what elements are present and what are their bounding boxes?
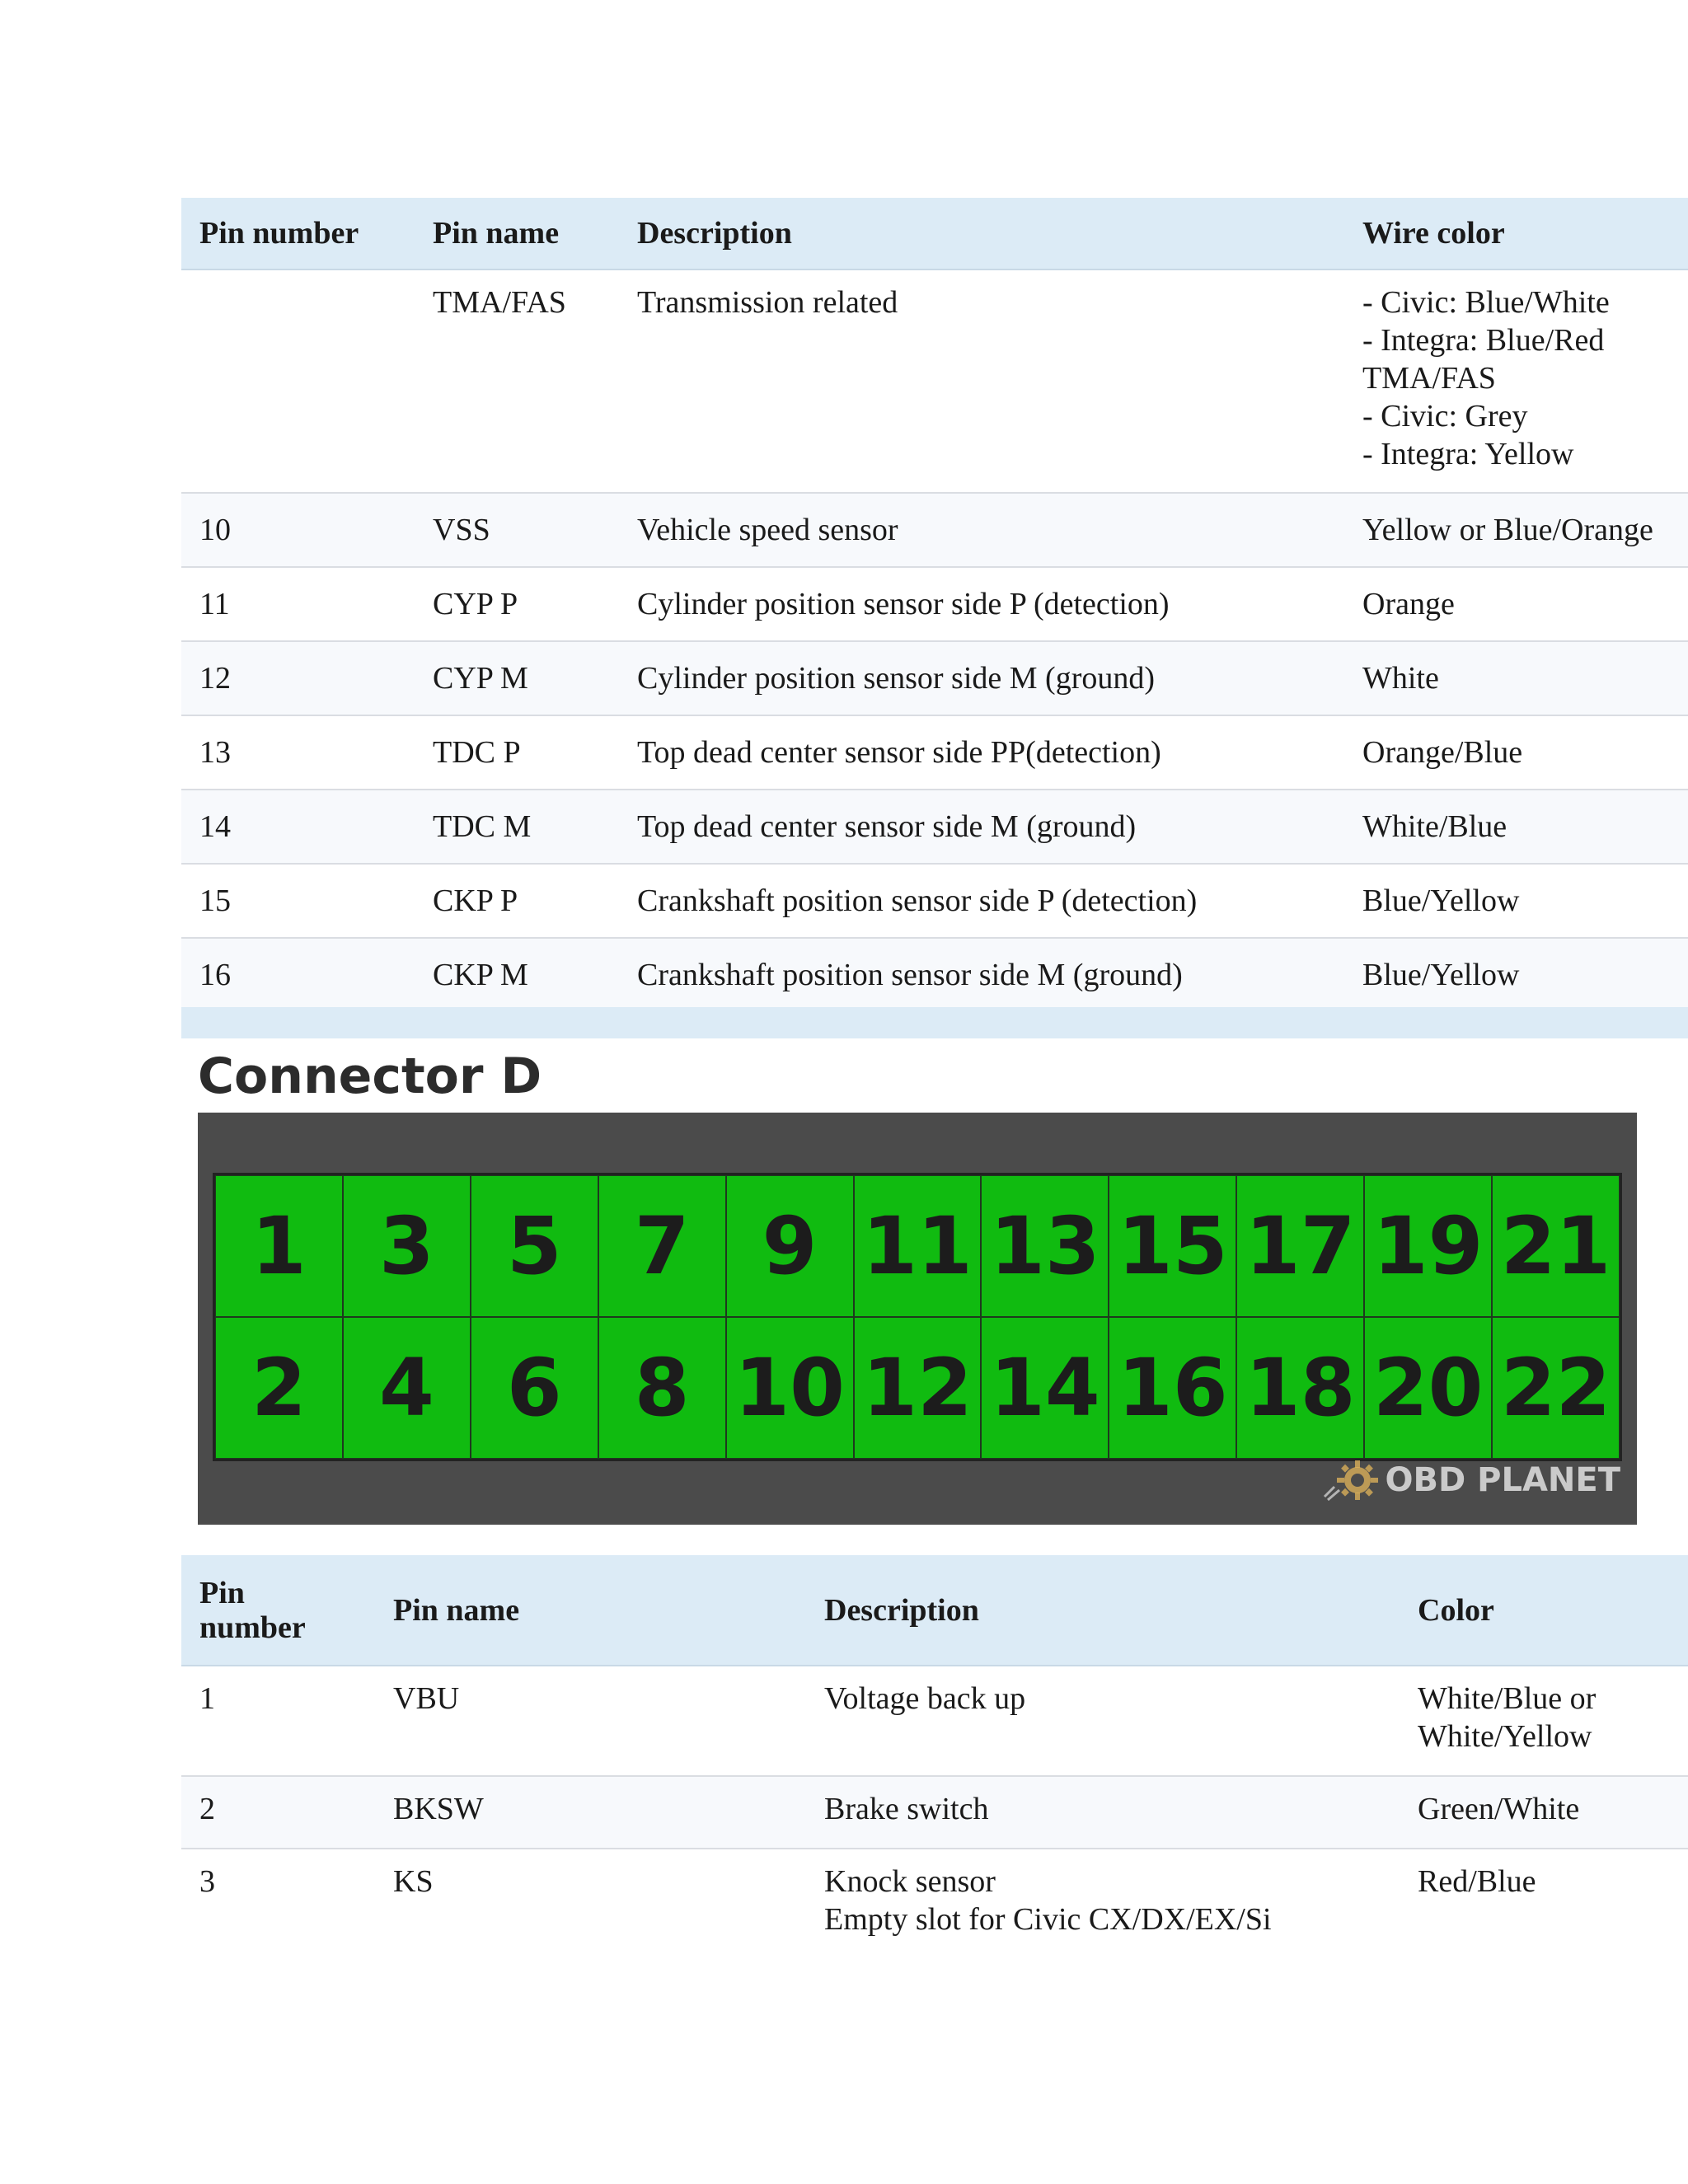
connector-pin-15: 15: [1109, 1175, 1236, 1317]
cell-pin-number: 3: [181, 1849, 375, 1956]
connector-pin-11: 11: [854, 1175, 982, 1317]
cell-description: Brake switch: [806, 1776, 1400, 1849]
cell-description: Crankshaft position sensor side P (detection): [619, 864, 1344, 938]
table-row: [181, 864, 1688, 938]
cell-pin-number: 13: [181, 715, 415, 790]
connector-pin-20: 20: [1364, 1317, 1492, 1459]
header-pin-number: Pin number: [181, 198, 415, 269]
cell-wire-color: Orange/Blue: [1344, 715, 1688, 790]
connector-pin-22: 22: [1492, 1317, 1620, 1459]
table-row: [181, 715, 1688, 790]
cell-pin-number: 1: [181, 1666, 375, 1776]
connector-pin-13: 13: [981, 1175, 1109, 1317]
gear-icon: [1323, 1455, 1381, 1505]
header-description: Description: [806, 1555, 1400, 1666]
connector-pin-14: 14: [981, 1317, 1109, 1459]
table-row: [181, 1776, 1688, 1849]
header-description: Description: [619, 198, 1344, 269]
cell-pin-name: TDC P: [415, 715, 619, 790]
table-row: [181, 1666, 1688, 1776]
cell-wire-color: Blue/Yellow: [1344, 864, 1688, 938]
table-row: [181, 567, 1688, 641]
connector-pin-10: 10: [726, 1317, 854, 1459]
cell-pin-number: 14: [181, 790, 415, 864]
header-wire-color: Wire color: [1344, 198, 1688, 269]
cell-pin-name: VBU: [375, 1666, 806, 1776]
connector-pin-12: 12: [854, 1317, 982, 1459]
cell-wire-color: - Civic: Blue/White - Integra: Blue/Red TMA/FAS - Civic: Grey - Integra: Yellow: [1344, 269, 1688, 493]
cell-pin-name: CKP P: [415, 864, 619, 938]
connector-pin-7: 7: [598, 1175, 726, 1317]
connector-pin-9: 9: [726, 1175, 854, 1317]
table-row: [181, 938, 1688, 1011]
wiring-table-continued: [181, 198, 1688, 1011]
section-heading-connector-d: Connector D: [198, 1047, 542, 1105]
table-header-row: [181, 198, 1688, 269]
connector-pin-19: 19: [1364, 1175, 1492, 1317]
cell-description: Transmission related: [619, 269, 1344, 493]
connector-pin-18: 18: [1236, 1317, 1364, 1459]
cell-description: Knock sensor Empty slot for Civic CX/DX/EX/Si: [806, 1849, 1400, 1956]
table-footer-band: [181, 1007, 1688, 1038]
cell-pin-name: VSS: [415, 493, 619, 567]
connector-d-pin-table: [181, 1555, 1688, 1956]
watermark-text: OBD PLANET: [1385, 1461, 1620, 1499]
cell-description: Cylinder position sensor side M (ground): [619, 641, 1344, 715]
connector-pin-4: 4: [343, 1317, 471, 1459]
table-row: [181, 493, 1688, 567]
cell-wire-color: Orange: [1344, 567, 1688, 641]
cell-description: Cylinder position sensor side P (detection): [619, 567, 1344, 641]
connector-pin-3: 3: [343, 1175, 471, 1317]
cell-pin-number: 12: [181, 641, 415, 715]
cell-pin-number: 15: [181, 864, 415, 938]
connector-pin-16: 16: [1109, 1317, 1236, 1459]
cell-description: Top dead center sensor side M (ground): [619, 790, 1344, 864]
cell-pin-name: KS: [375, 1849, 806, 1956]
cell-description: Crankshaft position sensor side M (ground): [619, 938, 1344, 1011]
table-row: [181, 790, 1688, 864]
connector-pin-5: 5: [471, 1175, 598, 1317]
cell-pin-name: CYP M: [415, 641, 619, 715]
table-row: [181, 269, 1688, 493]
table-row: [181, 1849, 1688, 1956]
cell-description: Vehicle speed sensor: [619, 493, 1344, 567]
connector-d-diagram: [198, 1113, 1637, 1525]
connector-pin-1: 1: [215, 1175, 343, 1317]
cell-pin-name: BKSW: [375, 1776, 806, 1849]
cell-pin-number: 10: [181, 493, 415, 567]
cell-pin-name: CKP M: [415, 938, 619, 1011]
table-row: [181, 641, 1688, 715]
connector-pin-21: 21: [1492, 1175, 1620, 1317]
table-header-row: [181, 1555, 1688, 1666]
cell-pin-number: 11: [181, 567, 415, 641]
connector-pin-6: 6: [471, 1317, 598, 1459]
cell-color: Green/White: [1400, 1776, 1688, 1849]
cell-description: Top dead center sensor side PP(detection): [619, 715, 1344, 790]
header-pin-name: Pin name: [375, 1555, 806, 1666]
connector-pin-17: 17: [1236, 1175, 1364, 1317]
cell-wire-color: White: [1344, 641, 1688, 715]
cell-pin-name: TMA/FAS: [415, 269, 619, 493]
header-pin-name: Pin name: [415, 198, 619, 269]
cell-pin-name: TDC M: [415, 790, 619, 864]
connector-pin-8: 8: [598, 1317, 726, 1459]
obd-planet-watermark: [1323, 1455, 1620, 1505]
cell-wire-color: White/Blue: [1344, 790, 1688, 864]
cell-pin-name: CYP P: [415, 567, 619, 641]
cell-pin-number: 2: [181, 1776, 375, 1849]
connector-pin-grid: [213, 1173, 1622, 1461]
cell-wire-color: Yellow or Blue/Orange: [1344, 493, 1688, 567]
cell-wire-color: Blue/Yellow: [1344, 938, 1688, 1011]
header-pin-number: Pin number: [181, 1555, 375, 1666]
cell-color: Red/Blue: [1400, 1849, 1688, 1956]
connector-pin-2: 2: [215, 1317, 343, 1459]
cell-pin-number: 16: [181, 938, 415, 1011]
cell-pin-number: [181, 269, 415, 493]
cell-description: Voltage back up: [806, 1666, 1400, 1776]
header-color: Color: [1400, 1555, 1688, 1666]
cell-color: White/Blue or White/Yellow: [1400, 1666, 1688, 1776]
